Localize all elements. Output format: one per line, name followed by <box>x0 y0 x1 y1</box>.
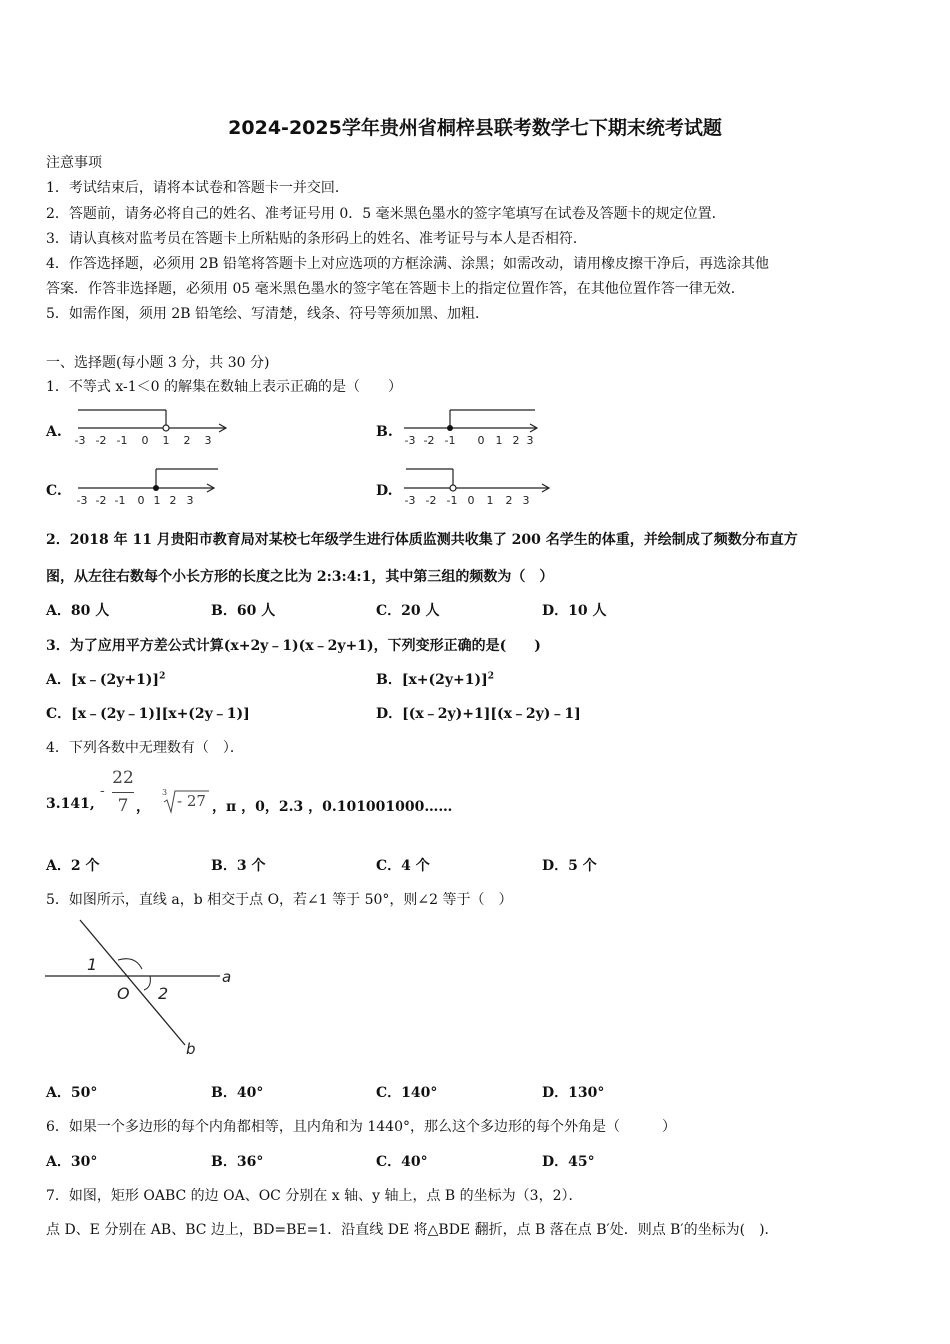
q6-option: D．45° <box>542 1154 595 1170</box>
q2-stem: 图，从左往右数每个小长方形的长度之比为 2:3:4:1，其中第三组的频数为（ ） <box>46 569 554 585</box>
tick-label: 1 <box>162 434 170 447</box>
tick-label: 3 <box>186 494 194 507</box>
section-heading: 一、选择题(每小题 3 分，共 30 分) <box>46 355 270 371</box>
q1-option-label: B. <box>376 424 393 440</box>
q4-stem: 4．下列各数中无理数有（ ）． <box>46 740 244 756</box>
q4-number: 3.141, <box>46 796 95 812</box>
fraction-bar <box>112 792 134 793</box>
point-o-label: O <box>117 984 130 1003</box>
fraction-sign: - <box>100 783 105 799</box>
q1-stem: 1．不等式 x-1＜0 的解集在数轴上表示正确的是（ ） <box>46 379 403 395</box>
notice-item: 答案．作答非选择题，必须用 05 毫米黑色墨水的签字笔在答题卡上的指定位置作答，在其他位置作答一律无效． <box>46 281 745 297</box>
line-b-label: b <box>186 1040 196 1058</box>
tick-label: 0 <box>137 494 145 507</box>
q5-option: D．130° <box>542 1085 605 1101</box>
q6-option: A．30° <box>46 1154 98 1170</box>
line-a-label: a <box>222 968 232 986</box>
tick-label: -2 <box>423 434 435 447</box>
root-body: - 27 <box>177 792 206 810</box>
tick-label: 2 <box>505 494 513 507</box>
q5-option: B．40° <box>211 1085 264 1101</box>
q5-stem: 5．如图所示，直线 a，b 相交于点 O，若∠1 等于 50°，则∠2 等于（ ） <box>46 892 513 908</box>
q1-option-label: D. <box>376 483 393 499</box>
tick-label: -3 <box>404 494 416 507</box>
q4-numbers-rest: ，π ，0，2.3 ，0.101001000…… <box>212 799 453 815</box>
number-line-a <box>68 404 234 448</box>
q3-stem: 3．为了应用平方差公式计算(x+2y﹣1)(x﹣2y+1)，下列变形正确的是( ) <box>46 638 541 654</box>
q2-stem: 2．2018 年 11 月贵阳市教育局对某校七年级学生进行体质监测共收集了 200 名学生的体重，并绘制成了频数分布直方 <box>46 532 798 548</box>
q3-option-a-text: A．[x﹣(2y+1)] <box>46 672 160 688</box>
fraction-numerator: 22 <box>112 768 134 788</box>
q3-option-c: C．[x﹣(2y﹣1)][x+(2y﹣1)] <box>46 706 250 722</box>
tick-label: 0 <box>467 494 475 507</box>
q1-option-label: A. <box>46 424 62 440</box>
tick-label: -1 <box>446 494 458 507</box>
q2-option: A．80 人 <box>46 603 110 619</box>
tick-label: -2 <box>95 434 107 447</box>
notice-item: 3．请认真核对监考员在答题卡上所粘贴的条形码上的姓名、准考证号与本人是否相符． <box>46 231 587 247</box>
q3-option-b <box>376 669 494 689</box>
tick-label: 3 <box>522 494 530 507</box>
tick-label: -1 <box>114 494 126 507</box>
q6-stem: 6．如果一个多边形的每个内角都相等，且内角和为 1440°，那么这个多边形的每个外角是（ ） <box>46 1119 676 1135</box>
tick-label: 1 <box>495 434 503 447</box>
separator: ， <box>136 799 150 815</box>
q6-option: B．36° <box>211 1154 264 1170</box>
q6-option: C．40° <box>376 1154 428 1170</box>
q5-figure <box>40 915 240 1060</box>
number-line-d <box>398 463 554 507</box>
q7-stem: 7．如图，矩形 OABC 的边 OA、OC 分别在 x 轴、y 轴上，点 B 的坐标为（3，2）． <box>46 1188 583 1204</box>
tick-label: -3 <box>74 434 86 447</box>
tick-label: -1 <box>444 434 456 447</box>
q5-option: A．50° <box>46 1085 98 1101</box>
notice-item: 5．如需作图，须用 2B 铅笔绘、写清楚，线条、符号等须加黑、加粗． <box>46 306 490 322</box>
fraction-denominator: 7 <box>117 796 129 816</box>
tick-label: -1 <box>116 434 128 447</box>
tick-label: 2 <box>512 434 520 447</box>
q2-option: B．60 人 <box>211 603 276 619</box>
notice-heading: 注意事项 <box>46 155 102 171</box>
notice-item: 4．作答选择题，必须用 2B 铅笔将答题卡上对应选项的方框涂满、涂黑；如需改动，请用橡皮擦干净后，再选涂其他 <box>46 256 769 272</box>
notice-item: 1．考试结束后，请将本试卷和答题卡一并交回． <box>46 180 349 196</box>
q4-option: C．4 个 <box>376 858 430 874</box>
q3-option-a <box>46 669 165 689</box>
tick-label: 1 <box>153 494 161 507</box>
page-title: 2024-2025学年贵州省桐梓县联考数学七下期末统考试题 <box>228 117 722 139</box>
tick-label: 0 <box>141 434 149 447</box>
q4-option: D．5 个 <box>542 858 597 874</box>
tick-label: 3 <box>526 434 534 447</box>
tick-label: 0 <box>477 434 485 447</box>
q4-option: B．3 个 <box>211 858 266 874</box>
q3-option-d: D．[(x﹣2y)+1][(x﹣2y)﹣1] <box>376 706 581 722</box>
number-line-c <box>68 463 220 507</box>
q5-option: C．140° <box>376 1085 438 1101</box>
tick-label: -3 <box>404 434 416 447</box>
angle2-label: 2 <box>158 984 169 1003</box>
tick-label: 2 <box>169 494 177 507</box>
exponent: 2 <box>487 671 495 682</box>
tick-label: -2 <box>95 494 107 507</box>
q2-option: D．10 人 <box>542 603 607 619</box>
number-line-b <box>398 404 544 448</box>
q2-option: C．20 人 <box>376 603 440 619</box>
tick-label: 1 <box>486 494 494 507</box>
notice-item: 2．答题前，请务必将自己的姓名、准考证号用 0．5 毫米黑色墨水的签字笔填写在试卷及答题卡的规定位置． <box>46 206 726 222</box>
root-index: 3 <box>162 788 168 797</box>
exponent: 2 <box>159 671 166 682</box>
angle1-label: 1 <box>87 955 98 974</box>
tick-label: -2 <box>425 494 437 507</box>
q7-stem: 点 D、E 分别在 AB、BC 边上，BD=BE=1．沿直线 DE 将△BDE 翻折，点 B 落在点 B′处．则点 B′的坐标为( )． <box>46 1222 779 1238</box>
q4-option: A．2 个 <box>46 858 100 874</box>
tick-label: 2 <box>183 434 191 447</box>
q3-option-b-text: B．[x+(2y+1)] <box>376 672 488 688</box>
tick-label: 3 <box>204 434 212 447</box>
tick-label: -3 <box>76 494 88 507</box>
q1-option-label: C. <box>46 483 62 499</box>
